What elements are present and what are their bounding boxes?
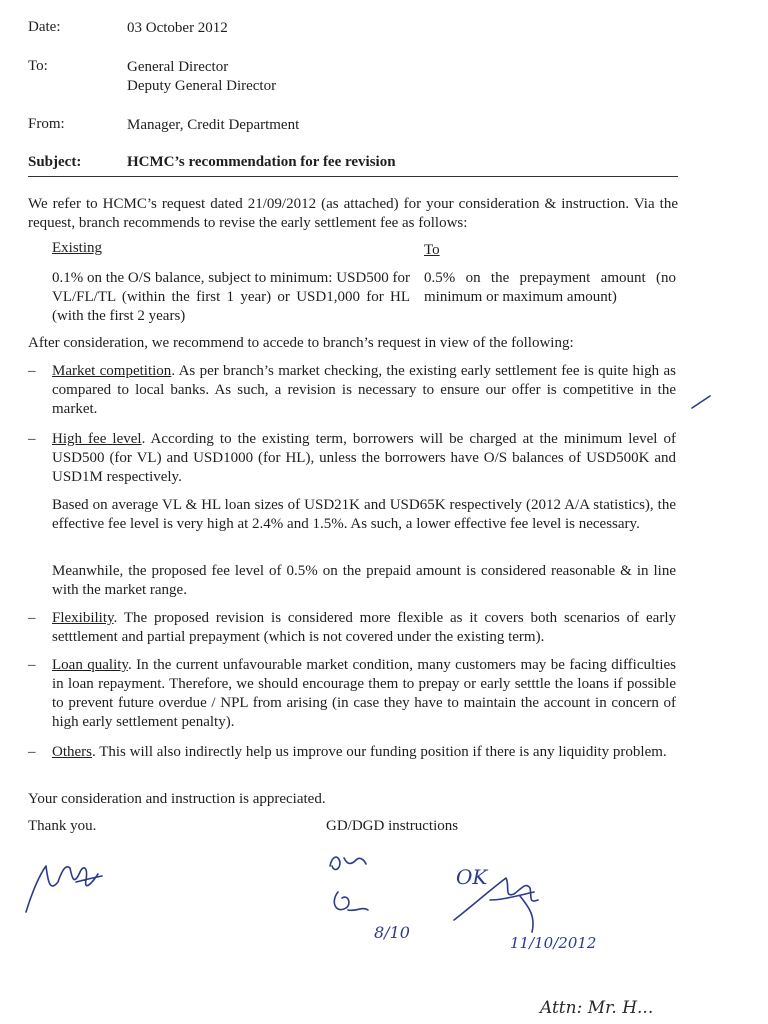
- reason-text: . As per branch’s market checking, the existing early settlement fee is quite high as compared to local banks. As such, a revision is necessary to ensure our offer is competitive in the market.: [52, 363, 676, 417]
- ok-approval-signature: [450, 856, 597, 956]
- reason-loan-quality: [52, 656, 676, 732]
- to-label: To:: [28, 58, 48, 74]
- reason-title: High fee level: [52, 431, 142, 447]
- proposed-fee-text: 0.5% on the prepayment amount (no minimum or maximum amount): [424, 270, 676, 305]
- approval-date-note: 8/10: [374, 923, 410, 942]
- reason-title: Flexibility: [52, 610, 114, 626]
- thank-you: Thank you.: [28, 818, 97, 834]
- bullet-dash: –: [28, 431, 36, 447]
- to-recipients: [127, 58, 276, 96]
- appreciation-line: Your consideration and instruction is appreciated.: [28, 791, 326, 807]
- to-recipient-1: General Director: [127, 59, 229, 75]
- director-approval-signature: [322, 848, 432, 948]
- reason-high-fee-level: [52, 430, 676, 487]
- bullet-dash: –: [28, 610, 36, 626]
- manager-signature: [18, 852, 118, 922]
- consideration-paragraph: After consideration, we recommend to accede to branch’s request in view of the following:: [28, 335, 574, 351]
- to-header: To: [424, 242, 440, 258]
- bullet-dash: –: [28, 363, 36, 379]
- reason-text: . This will also indirectly help us improve our funding position if there is any liquidity problem.: [92, 744, 667, 760]
- ok-date-note: 11/10/2012: [510, 934, 597, 952]
- bottom-handwritten-note: Attn: Mr. H...: [540, 998, 654, 1018]
- reason-high-fee-detail: Based on average VL & HL loan sizes of USD21K and USD65K respectively (2012 A/A statistics), the effective fee level is very high at 2.4% and 1.5%. As such, a lower effective fee level is necessary.: [52, 497, 676, 532]
- reason-title: Others: [52, 744, 92, 760]
- reason-text: . In the current unfavourable market condition, many customers may be facing difficulties in loan repayment. Therefore, we should encourage them to prepay or early setttle the loans if possible to prevent future overdue / NPL from arising (in case they have to maintain the account in concern of high early settlement penalty).: [52, 657, 676, 730]
- bullet-dash: –: [28, 657, 36, 673]
- reason-market-competition: [52, 362, 676, 419]
- reason-others: [52, 743, 676, 762]
- margin-check-mark: [690, 392, 714, 417]
- bullet-dash: –: [28, 744, 36, 760]
- reason-flexibility: [52, 609, 676, 647]
- subject-divider: [28, 176, 678, 177]
- date-value: 03 October 2012: [127, 20, 228, 36]
- date-label: Date:: [28, 19, 61, 35]
- reason-text: . The proposed revision is considered more flexible as it covers both scenarios of early setttlement and partial prepayment (which is not covered under the existing term).: [52, 610, 676, 645]
- existing-fee-text: 0.1% on the O/S balance, subject to minimum: USD500 for VL/FL/TL (within the first 1 year) or USD1,000 for HL (with the first 2 years): [52, 270, 410, 324]
- from-value: Manager, Credit Department: [127, 117, 300, 133]
- reason-high-fee-proposal: Meanwhile, the proposed fee level of 0.5% on the prepaid amount is considered reasonable & in line with the market range.: [52, 563, 676, 598]
- gd-dgd-instructions-label: GD/DGD instructions: [326, 818, 459, 834]
- reason-text: . According to the existing term, borrowers will be charged at the minimum level of USD500 (for VL) and USD1000 (for HL), unless the borrowers have O/S balances of USD500K and USD1M respectively.: [52, 431, 676, 485]
- reason-title: Loan quality: [52, 657, 128, 673]
- intro-paragraph: We refer to HCMC’s request dated 21/09/2012 (as attached) for your consideration & instruction. Via the request, branch recommends to revise the early settlement fee as follows:: [28, 196, 678, 231]
- ok-note: OK: [456, 865, 488, 889]
- to-recipient-2: Deputy General Director: [127, 78, 277, 94]
- from-label: From:: [28, 116, 65, 132]
- reason-title: Market competition: [52, 363, 172, 379]
- subject-value: HCMC’s recommendation for fee revision: [127, 154, 396, 170]
- existing-header: Existing: [52, 240, 103, 256]
- subject-label: Subject:: [28, 154, 82, 170]
